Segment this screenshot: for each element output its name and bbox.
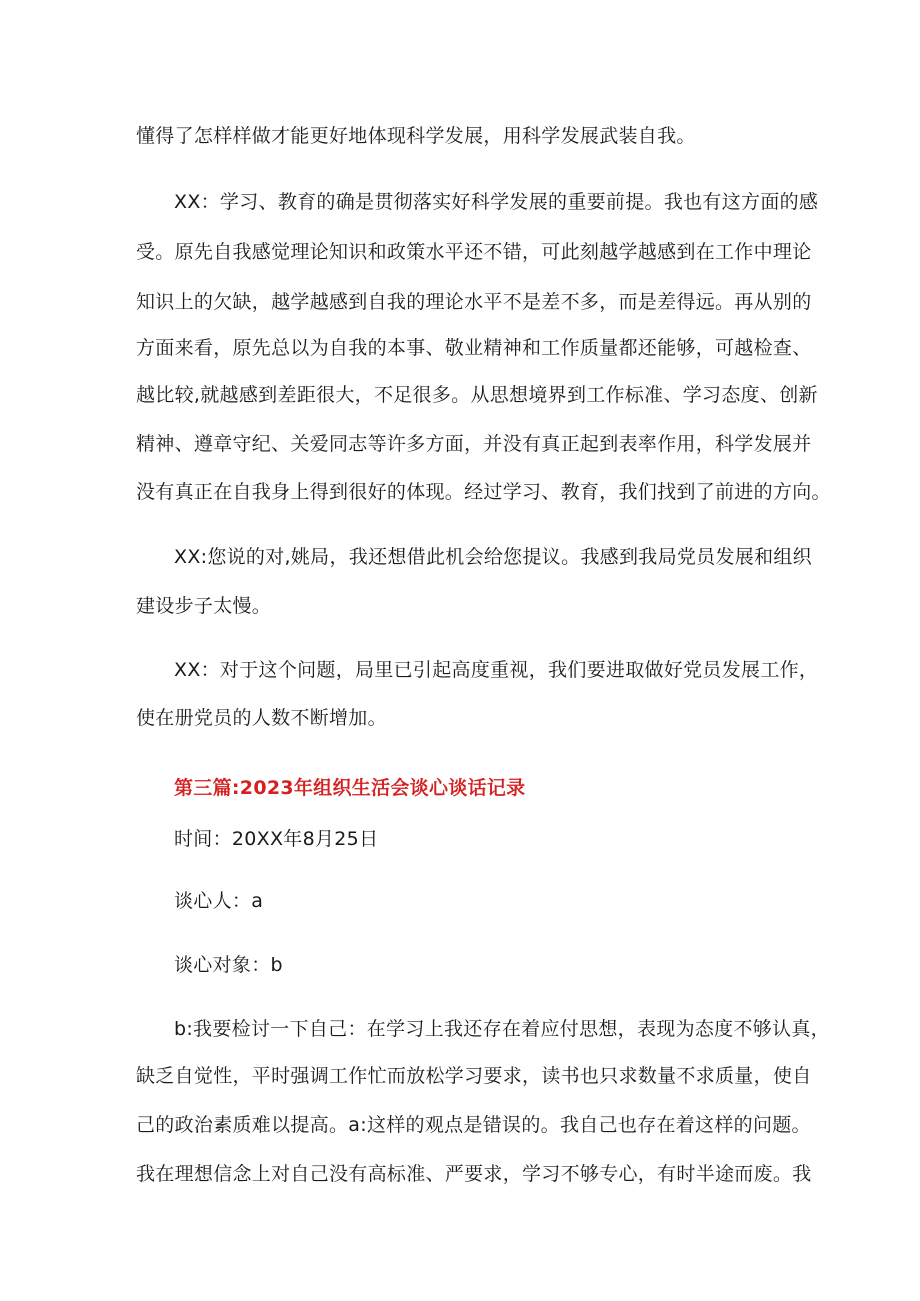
paragraph-line: 建设步子太慢。	[136, 595, 272, 617]
meta-time: 时间：20XX年8月25日	[174, 828, 379, 850]
meta-speaker: 谈心人：a	[174, 890, 264, 912]
paragraph-line: 方面来看，原先总以为自我的本事、敬业精神和工作质量都还能够，可越检查、	[136, 337, 812, 359]
section-heading: 第三篇:2023年组织生活会谈心谈话记录	[174, 777, 526, 799]
paragraph-line: XX：对于这个问题，局里已引起高度重视，我们要进取做好党员发展工作，	[174, 659, 819, 681]
paragraph-line: 缺乏自觉性，平时强调工作忙而放松学习要求，读书也只求数量不求质量，使自	[136, 1065, 812, 1087]
paragraph-line: XX:您说的对,姚局，我还想借此机会给您提议。我感到我局党员发展和组织	[174, 546, 812, 568]
paragraph-line: XX：学习、教育的确是贯彻落实好科学发展的重要前提。我也有这方面的感	[174, 191, 819, 213]
meta-target: 谈心对象：b	[174, 954, 283, 976]
paragraph-line: 己的政治素质难以提高。a:这样的观点是错误的。我自己也存在着这样的问题。	[136, 1114, 811, 1136]
paragraph-line: b:我要检讨一下自己：在学习上我还存在着应付思想，表现为态度不够认真，	[174, 1018, 830, 1040]
paragraph-line: 没有真正在自我身上得到很好的体现。经过学习、教育，我们找到了前进的方向。	[136, 481, 831, 503]
paragraph-line: 使在册党员的人数不断增加。	[136, 707, 387, 729]
paragraph-line: 越比较,就越感到差距很大，不足很多。从思想境界到工作标准、学习态度、创新	[136, 384, 818, 406]
paragraph-line: 精神、遵章守纪、关爱同志等许多方面，并没有真正起到表率作用，科学发展并	[136, 433, 812, 455]
paragraph-line: 知识上的欠缺，越学越感到自我的理论水平不是差不多，而是差得远。再从别的	[136, 291, 812, 313]
paragraph-line: 受。原先自我感觉理论知识和政策水平还不错，可此刻越学越感到在工作中理论	[136, 241, 812, 263]
paragraph-line: 懂得了怎样样做才能更好地体现科学发展，用科学发展武装自我。	[136, 125, 696, 147]
paragraph-line: 我在理想信念上对自己没有高标准、严要求，学习不够专心，有时半途而废。我	[136, 1163, 812, 1185]
